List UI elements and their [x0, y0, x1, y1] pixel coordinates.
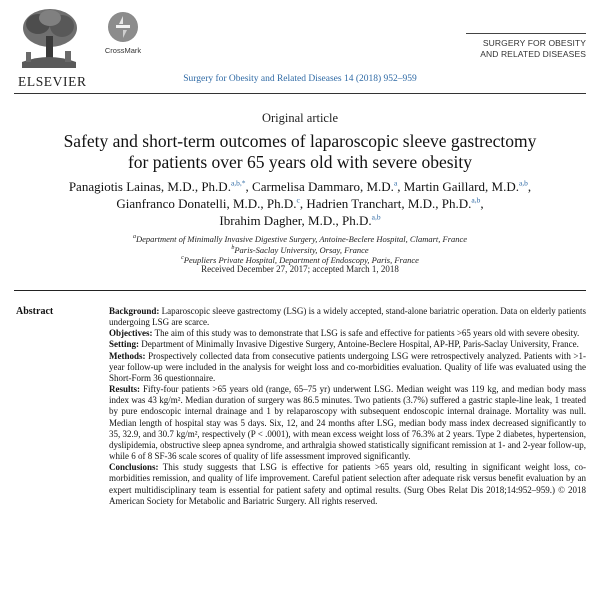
- publisher-name: ELSEVIER: [18, 74, 87, 89]
- author-name: Carmelisa Dammaro, M.D.: [252, 179, 394, 194]
- abstract-label: Abstract: [16, 306, 54, 317]
- affiliation-marker: c: [181, 255, 184, 262]
- author-affiliation-link[interactable]: a,b,*: [230, 178, 246, 188]
- affiliation-text: Peupliers Private Hospital, Department of Endoscopy, Paris, France: [183, 255, 419, 265]
- article-title: [30, 131, 570, 173]
- abstract-body: [109, 306, 586, 507]
- abstract-section-text: Laparoscopic sleeve gastrectomy (LSG) is a widely accepted, stand-alone bariatric operation. Data on elderly patients undergoing LSG are scarce.: [109, 306, 586, 328]
- crossmark-icon: [108, 12, 138, 42]
- abstract-section-heading: Conclusions:: [109, 462, 159, 473]
- abstract-section-heading: Background:: [109, 306, 160, 316]
- elsevier-tree-icon: [18, 6, 80, 68]
- abstract-section: [109, 328, 586, 339]
- author-separator: ,: [245, 179, 253, 194]
- author-name: Hadrien Tranchart, M.D., Ph.D.: [306, 196, 472, 211]
- author-name: Panagiotis Lainas, M.D., Ph.D.: [68, 179, 231, 194]
- author-separator: ,: [299, 196, 307, 211]
- page-header: [0, 0, 600, 112]
- author-list: [28, 178, 572, 229]
- author-affiliation-link[interactable]: a,b: [371, 212, 381, 222]
- abstract-section-text: Fifty-four patients >65 years old (range, 65–75 yr) underwent LSG. Median weight was 119 kg, and median body mass index was 43 kg/m². Median duration of surgery was 86.5 minutes. Two patients (3.7%) suffered a gastric staple-line leak, 1 treated by pure endoscopic internal drainage and 1 by relaparoscopy with subsequent endoscopic internal drainage. Mortality was null. Median length of hospital stay was 5 days. Six, 12, and 24 months after LSG, median body mass index decreased significantly to 35, 32.9, and 30.7 kg/m², respectively (P < .0001), with mean excess weight loss of 76.3% at 2 years. Type 2 diabetes, hypertension, dyslipidemia, obstructive sleep apnea syndrome, and arthralgia showed statistically significant remission at 1- and 2-year follow-up, while 6 of 8 SF-36 scale scores of quality of life assessment improved significantly.: [109, 384, 586, 462]
- affiliation-item: [30, 234, 570, 245]
- affiliation-text: Department of Minimally Invasive Digestive Surgery, Antoine-Beclere Hospital, Clamart, France: [135, 234, 468, 244]
- crossmark-badge[interactable]: [101, 12, 145, 62]
- author-affiliation-link[interactable]: c: [296, 195, 300, 205]
- abstract-section-text: The aim of this study was to demonstrate that LSG is safe and effective for patients >65 years old with severe obesity.: [152, 328, 580, 339]
- abstract-section: [109, 384, 586, 462]
- abstract-section-heading: Methods:: [109, 350, 146, 361]
- abstract-section-text: Prospectively collected data from consecutive patients undergoing LSG were retrospectively analyzed. Patients with >1-year follow-up were included in the analysis for weight loss and co-morbidities evaluation. Quality of life was evaluated using the Short-Form 36 questionnaire.: [109, 350, 586, 383]
- abstract-section: [109, 306, 586, 328]
- affiliation-marker: b: [231, 244, 235, 251]
- abstract-section-heading: Results:: [109, 384, 140, 395]
- journal-brand-line: SURGERY FOR OBESITY: [482, 38, 586, 48]
- journal-brand: [466, 38, 586, 59]
- abstract-section-text: Department of Minimally Invasive Digestive Surgery, Antoine-Beclere Hospital, AP-HP, Paris-Saclay University, France.: [139, 339, 579, 350]
- abstract-section-heading: Objectives:: [109, 328, 153, 339]
- author-name: Martin Gaillard, M.D.: [403, 179, 519, 194]
- journal-citation-link[interactable]: Surgery for Obesity and Related Diseases 14 (2018) 952–959: [183, 74, 417, 84]
- author-affiliation-link[interactable]: a,b: [471, 195, 481, 205]
- author-affiliation-link[interactable]: a,b: [518, 178, 528, 188]
- abstract-section: [109, 351, 586, 384]
- affiliation-list: [30, 234, 570, 266]
- affiliation-marker: a: [132, 234, 136, 241]
- author-name: Gianfranco Donatelli, M.D., Ph.D.: [116, 196, 297, 211]
- abstract-divider: [14, 290, 586, 291]
- author-name: Ibrahim Dagher, M.D., Ph.D.: [219, 213, 372, 228]
- received-dates: Received December 27, 2017; accepted March 1, 2018: [201, 264, 399, 274]
- affiliation-item: [30, 245, 570, 256]
- crossmark-label: CrossMark: [104, 46, 142, 55]
- journal-brand-line: AND RELATED DISEASES: [480, 48, 586, 59]
- author-separator: ,: [397, 179, 404, 194]
- abstract-section: [109, 462, 586, 507]
- title-line: for patients over 65 years old with severe obesity: [127, 152, 473, 172]
- author-affiliation-link[interactable]: a: [393, 178, 398, 188]
- journal-brand-rule: [466, 33, 586, 34]
- author-separator: ,: [480, 196, 484, 211]
- article-type: Original article: [261, 111, 338, 125]
- title-line: Safety and short-term outcomes of laparoscopic sleeve gastrectomy: [63, 131, 537, 151]
- author-separator: ,: [527, 179, 532, 194]
- abstract-section-heading: Setting:: [109, 339, 139, 350]
- abstract-section: [109, 339, 586, 350]
- header-divider: [14, 93, 586, 94]
- affiliation-text: Paris-Saclay University, Orsay, France: [234, 244, 369, 255]
- abstract-section-text: This study suggests that LSG is effective for patients >65 years old, resulting in significant weight loss, co-morbidities remission, and quality of life improvement. Careful patient selection after adequate risk versus benefit evaluation by an expert multidisciplinary team is essential for patient safety and optimal results. (Surg Obes Relat Dis 2018;14:952–959.) © 2018 American Society for Metabolic and Bariatric Surgery. All rights reserved.: [109, 462, 586, 506]
